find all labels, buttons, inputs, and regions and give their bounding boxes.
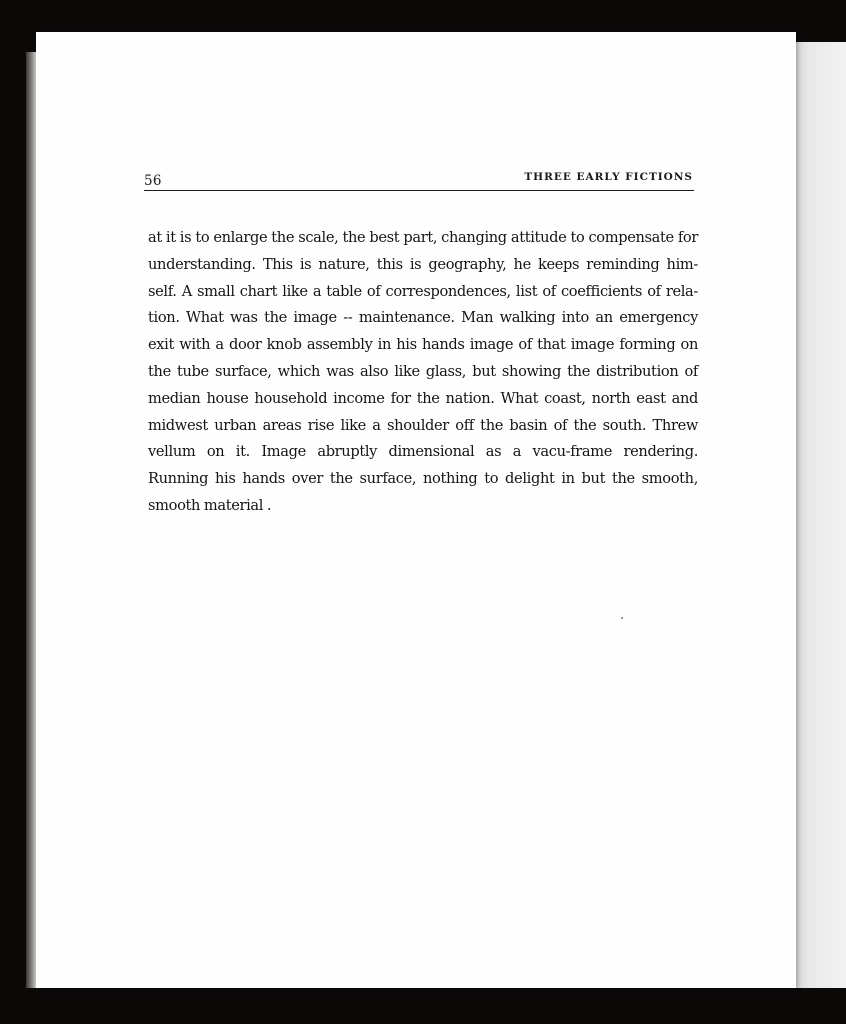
- paper-speck: [621, 617, 623, 619]
- body-paragraph: [148, 225, 698, 520]
- text-line: the tube surface, which was also like glass, but showing the distribution of: [148, 362, 698, 380]
- text-line: understanding. This is nature, this is geography, he keeps reminding him-: [148, 255, 698, 273]
- text-line: vellum on it. Image abruptly dimensional as a vacu-frame rendering.: [148, 443, 698, 461]
- text-line: self. A small chart like a table of correspondences, list of coefficients of rela-: [148, 282, 698, 300]
- text-line: midwest urban areas rise like a shoulder off the basin of the south. Threw: [148, 416, 698, 434]
- book-spine-edge: [26, 52, 36, 988]
- text-line: median house household income for the nation. What coast, north east and: [148, 389, 698, 407]
- book-page: [36, 32, 796, 988]
- page-header: [144, 164, 694, 191]
- running-head: THREE EARLY FICTIONS: [524, 171, 693, 183]
- text-line: smooth material .: [148, 496, 272, 514]
- text-line: Running his hands over the surface, nothing to delight in but the smooth,: [148, 470, 698, 488]
- text-line: exit with a door knob assembly in his hands image of that image forming on: [148, 336, 698, 354]
- adjacent-page-edge: [790, 42, 846, 988]
- page-number: 56: [144, 173, 162, 189]
- text-line: tion. What was the image -- maintenance. Man walking into an emergency: [148, 309, 698, 327]
- text-line: at it is to enlarge the scale, the best part, changing attitude to compensate for: [148, 229, 698, 246]
